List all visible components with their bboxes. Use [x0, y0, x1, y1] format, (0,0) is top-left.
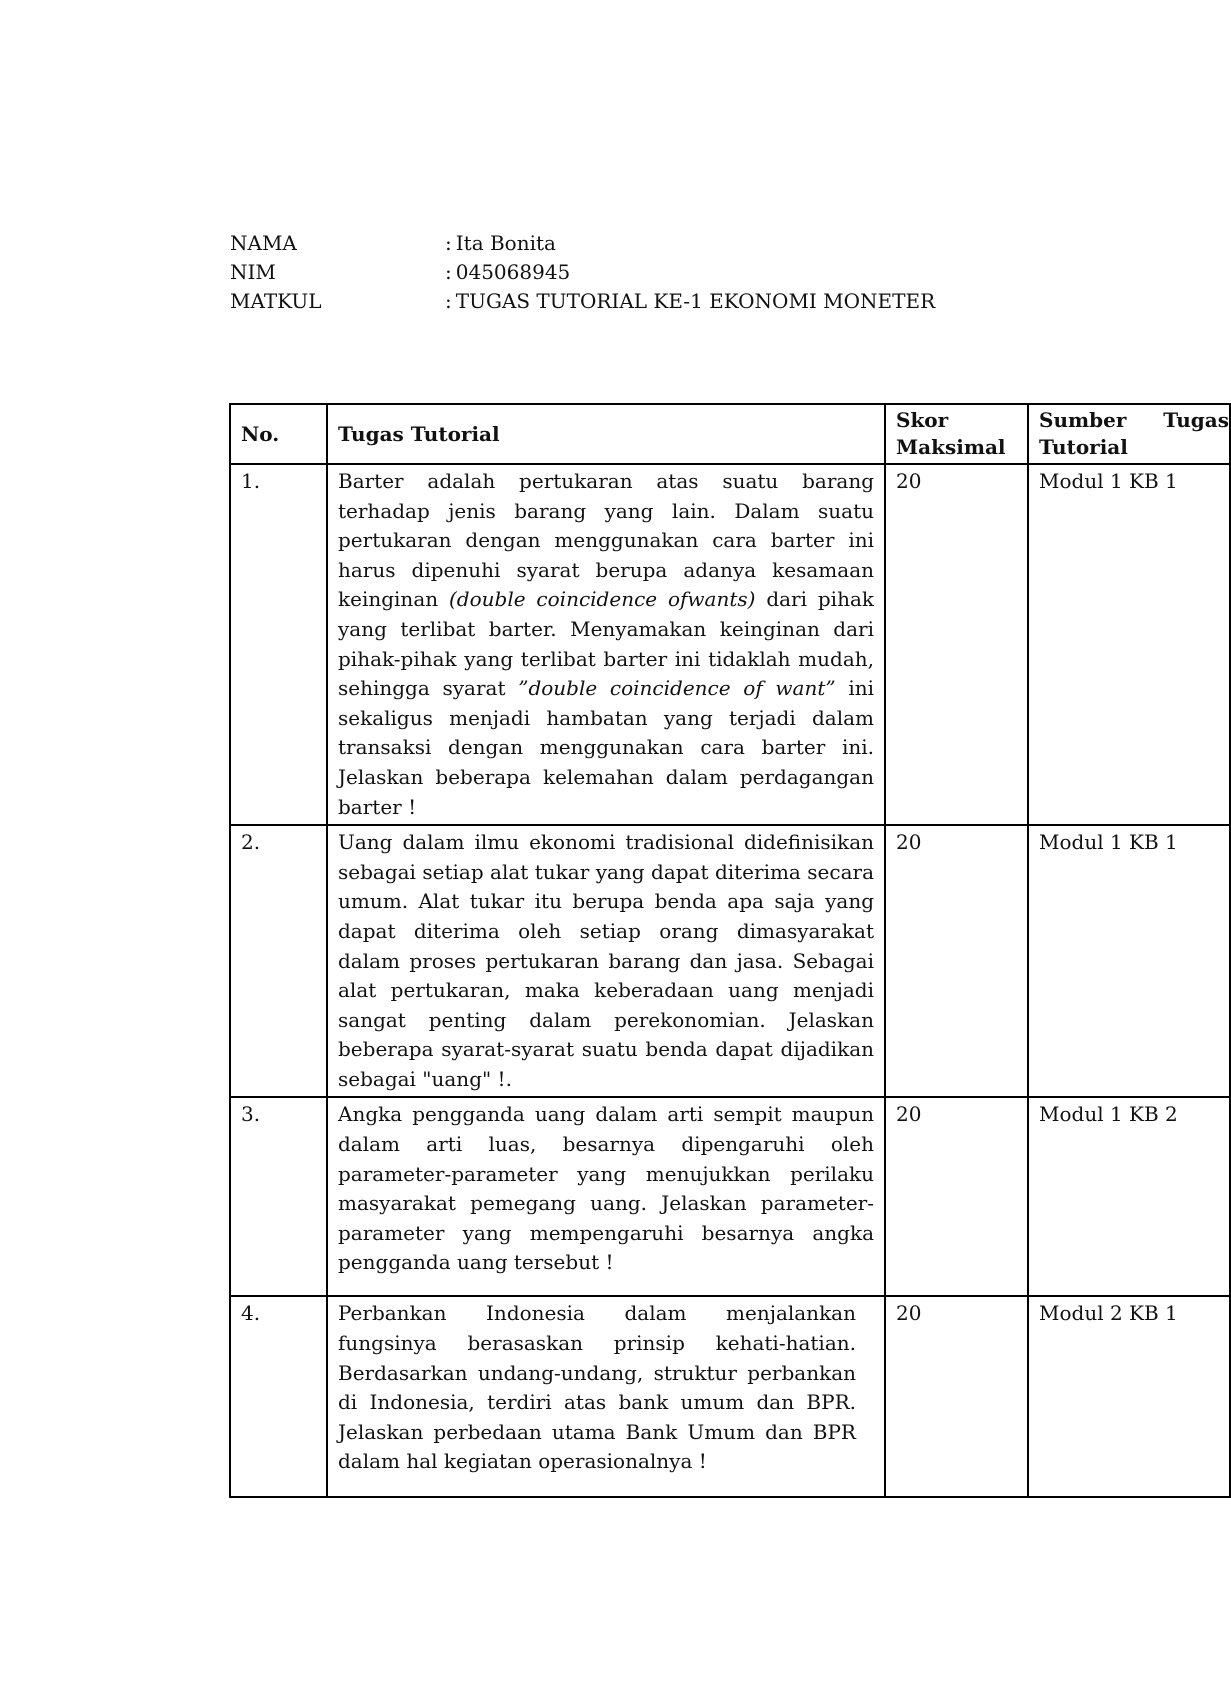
student-info-block — [230, 229, 935, 316]
row-number: 2. — [230, 825, 327, 1097]
task-description — [327, 464, 885, 825]
row-number: 4. — [230, 1296, 327, 1497]
table-row — [230, 825, 1230, 1097]
sumber-header-line1 — [1039, 407, 1229, 434]
column-header-tugas: Tugas Tutorial — [327, 404, 885, 464]
source-module: Modul 1 KB 2 — [1028, 1097, 1230, 1296]
row-number: 1. — [230, 464, 327, 825]
nama-row — [230, 229, 935, 258]
task-text-italic1: (double coincidence ofwants) — [449, 587, 756, 612]
source-module: Modul 2 KB 1 — [1028, 1296, 1230, 1497]
nim-label: NIM — [230, 260, 276, 284]
table-row — [230, 1296, 1230, 1497]
matkul-value: TUGAS TUTORIAL KE-1 EKONOMI MONETER — [455, 289, 936, 313]
sumber-header-line2: Tutorial — [1039, 435, 1128, 459]
table-header-row — [230, 404, 1230, 464]
column-header-no: No. — [230, 404, 327, 464]
task-text-italic2: ”double coincidence of want” — [518, 676, 836, 701]
sumber-header-word2: Tugas — [1163, 408, 1229, 432]
source-module: Modul 1 KB 1 — [1028, 825, 1230, 1097]
column-header-sumber — [1028, 404, 1230, 464]
tutorial-task-table — [229, 403, 1231, 1498]
matkul-label: MATKUL — [230, 289, 322, 313]
max-score: 20 — [885, 1097, 1028, 1296]
max-score: 20 — [885, 825, 1028, 1097]
table-row — [230, 464, 1230, 825]
matkul-separator: : — [445, 289, 452, 313]
task-text-part3: ini sekaligus menjadi hambatan yang terjadi dalam transaksi dengan menggunakan cara barter ini. Jelaskan beberapa kelemahan dalam perdagangan barter ! — [338, 676, 875, 819]
column-header-skor — [885, 404, 1028, 464]
sumber-header-word1: Sumber — [1039, 408, 1127, 432]
nama-value: Ita Bonita — [455, 231, 556, 255]
nim-separator: : — [445, 260, 452, 284]
row-number: 3. — [230, 1097, 327, 1296]
nama-separator: : — [445, 231, 452, 255]
max-score: 20 — [885, 464, 1028, 825]
skor-header-line2: Maksimal — [896, 435, 1006, 459]
task-description: Uang dalam ilmu ekonomi tradisional didefinisikan sebagai setiap alat tukar yang dapat diterima secara umum. Alat tukar itu berupa benda apa saja yang dapat diterima oleh setiap orang dimasyarakat dalam proses pertukaran barang dan jasa. Sebagai alat pertukaran, maka keberadaan uang menjadi sangat penting dalam perekonomian. Jelaskan beberapa syarat-syarat suatu benda dapat dijadikan sebagai "uang" !. — [327, 825, 885, 1097]
matkul-row — [230, 287, 935, 316]
max-score: 20 — [885, 1296, 1028, 1497]
nim-value: 045068945 — [455, 260, 571, 284]
task-text-part1: Barter adalah pertukaran atas suatu barang terhadap jenis barang yang lain. Dalam suatu pertukaran dengan menggunakan cara barter ini harus dipenuhi syarat berupa adanya kesamaan keinginan — [338, 469, 874, 612]
task-description: Perbankan Indonesia dalam menjalankan fungsinya berasaskan prinsip kehati-hatian. Berdasarkan undang-undang, struktur perbankan di Indonesia, terdiri atas bank umum dan BPR. Jelaskan perbedaan utama Bank Umum dan BPR dalam hal kegiatan operasionalnya ! — [327, 1296, 885, 1497]
task-description: Angka pengganda uang dalam arti sempit maupun dalam arti luas, besarnya dipengaruhi oleh parameter-parameter yang menujukkan perilaku masyarakat pemegang uang. Jelaskan parameter-parameter yang mempengaruhi besarnya angka pengganda uang tersebut ! — [327, 1097, 885, 1296]
nama-label: NAMA — [230, 231, 297, 255]
task-text-part2: dari pihak yang terlibat barter. Menyamakan keinginan dari pihak-pihak yang terlibat barter ini tidaklah mudah, sehingga syarat — [338, 587, 875, 701]
nim-row — [230, 258, 935, 287]
source-module: Modul 1 KB 1 — [1028, 464, 1230, 825]
table-row — [230, 1097, 1230, 1296]
skor-header-line1: Skor — [896, 408, 949, 432]
